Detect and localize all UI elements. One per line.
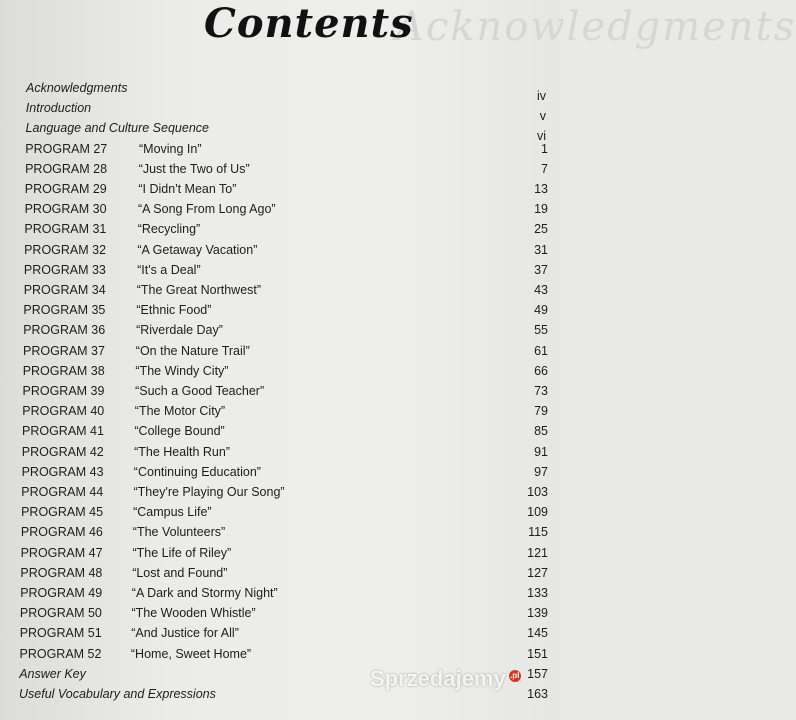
toc-entry-label: Language and Culture Sequence — [25, 121, 209, 136]
toc-entry-page: 97 — [534, 464, 548, 479]
watermark-text: Sprzedajemy — [370, 666, 506, 691]
toc-entry-page: 73 — [534, 384, 548, 398]
toc-entry-label: PROGRAM 46 — [20, 525, 103, 540]
toc-program-row — [0, 522, 559, 542]
toc-entry-title: “Moving In” — [139, 141, 202, 156]
toc-program-row — [0, 563, 559, 583]
toc-entry-label: PROGRAM 30 — [24, 202, 107, 217]
toc-entry-label: PROGRAM 39 — [22, 384, 105, 398]
toc-entry-title: “Ethnic Food” — [136, 303, 212, 318]
toc-entry-label: Answer Key — [19, 666, 86, 681]
toc-entry-title: “Riverdale Day” — [136, 323, 223, 338]
toc-entry-title: “Lost and Found” — [132, 565, 228, 580]
toc-entry-title: “The Great Northwest” — [136, 283, 262, 297]
toc-entry-page: vi — [536, 129, 546, 144]
toc-entry-title: “Home, Sweet Home” — [130, 646, 252, 661]
toc-entry-page: 127 — [527, 565, 548, 580]
toc-entry-title: “Campus Life” — [133, 505, 212, 520]
toc-entry-title: “Continuing Education” — [133, 464, 261, 479]
toc-entry-title: “College Bound” — [134, 424, 225, 439]
toc-entry-label: PROGRAM 52 — [19, 646, 102, 661]
toc-program-row — [0, 381, 559, 401]
toc-entry-page: 25 — [534, 222, 548, 237]
toc-entry-page: 85 — [534, 424, 548, 439]
toc-program-row — [0, 280, 559, 300]
toc-entry-page: 115 — [528, 525, 548, 540]
toc-entry-page: 109 — [527, 505, 548, 520]
toc-entry-label: PROGRAM 43 — [21, 464, 104, 479]
toc-entry-title: “I Didn't Mean To” — [138, 182, 237, 196]
bleed-through-heading: Acknowledgments — [395, 4, 796, 50]
toc-entry-title: “The Motor City” — [134, 404, 226, 419]
toc-row — [0, 118, 559, 144]
toc-entry-page: 66 — [534, 363, 548, 378]
toc-entry-page: 19 — [534, 202, 548, 217]
toc-program-row — [0, 421, 559, 441]
toc-program-row — [0, 644, 559, 664]
toc-entry-title: “They're Playing Our Song” — [133, 485, 285, 499]
toc-program-row — [0, 300, 559, 320]
toc-entry-label: PROGRAM 44 — [21, 485, 104, 499]
toc-entry-label: PROGRAM 38 — [22, 363, 105, 378]
toc-entry-label: PROGRAM 32 — [24, 242, 107, 257]
toc-entry-page: 157 — [527, 666, 548, 681]
toc-entry-label: Introduction — [25, 101, 92, 116]
toc-entry-page: 139 — [527, 606, 548, 621]
toc-entry-label: PROGRAM 42 — [21, 444, 104, 459]
toc-program-row — [0, 583, 559, 603]
toc-program-row — [0, 502, 559, 522]
toc-entry-label: PROGRAM 50 — [19, 606, 102, 621]
toc-row — [0, 78, 559, 103]
toc-entry-page: 145 — [527, 626, 548, 641]
toc-entry-page: 163 — [527, 687, 548, 701]
toc-program-row — [0, 139, 559, 159]
toc-entry-label: PROGRAM 34 — [23, 283, 106, 297]
toc-program-row — [0, 361, 559, 381]
toc-entry-title: “Such a Good Teacher” — [135, 384, 265, 398]
toc-entry-page: 49 — [534, 303, 548, 318]
toc-program-row — [0, 159, 559, 179]
toc-entry-label: Useful Vocabulary and Expressions — [19, 687, 216, 701]
toc-entry-title: “A Getaway Vacation” — [137, 242, 258, 257]
toc-entry-title: “The Volunteers” — [132, 525, 226, 540]
toc-entry-label: PROGRAM 31 — [24, 222, 107, 237]
watermark — [370, 666, 521, 692]
toc-entry-label: PROGRAM 33 — [23, 262, 106, 277]
toc-entry-label: PROGRAM 49 — [20, 586, 103, 600]
toc-entry-page: 79 — [534, 404, 548, 419]
toc-entry-title: “On the Nature Trail” — [135, 343, 250, 358]
toc-program-row — [0, 623, 559, 643]
toc-entry-page: 55 — [534, 323, 548, 338]
toc-program-row — [0, 462, 559, 482]
toc-entry-page: 121 — [527, 545, 548, 560]
toc-entry-page: 151 — [527, 646, 548, 661]
toc-entry-title: “The Health Run” — [134, 444, 230, 459]
toc-program-row — [0, 442, 559, 462]
toc-entry-title: “The Windy City” — [135, 363, 229, 378]
toc-entry-title: “It's a Deal” — [137, 262, 201, 277]
toc-entry-label: PROGRAM 27 — [25, 141, 108, 156]
toc-entry-label: PROGRAM 45 — [21, 505, 104, 520]
toc-program-row — [0, 219, 559, 239]
toc-entry-label: PROGRAM 36 — [23, 323, 106, 338]
toc-entry-title: “A Dark and Stormy Night” — [131, 586, 278, 600]
toc-entry-label: Acknowledgments — [26, 81, 128, 95]
toc-entry-label: PROGRAM 40 — [22, 404, 105, 419]
toc-program-row — [0, 240, 559, 260]
toc-program-row — [0, 482, 559, 502]
toc-row — [0, 98, 559, 124]
toc-entry-label: PROGRAM 29 — [24, 182, 107, 196]
toc-program-row — [0, 179, 559, 199]
toc-entry-page: 13 — [534, 182, 548, 196]
toc-program-row — [0, 260, 559, 280]
toc-entry-label: PROGRAM 51 — [19, 626, 102, 641]
toc-entry-label: PROGRAM 37 — [23, 343, 105, 358]
toc-entry-page: 133 — [527, 586, 548, 600]
watermark-badge: .pl — [510, 670, 520, 680]
toc-entry-page: 7 — [541, 161, 548, 176]
page-title: Contents — [204, 0, 414, 47]
toc-entry-page: 103 — [527, 485, 548, 499]
toc-entry-page: 1 — [541, 141, 548, 156]
toc-entry-label: PROGRAM 28 — [25, 161, 108, 176]
toc-entry-label: PROGRAM 48 — [20, 565, 103, 580]
toc-program-row — [0, 543, 559, 563]
toc-program-row — [0, 341, 559, 361]
toc-entry-title: “Recycling” — [137, 222, 201, 237]
toc-entry-title: “The Wooden Whistle” — [131, 606, 256, 621]
toc-program-row — [0, 603, 559, 623]
toc-entry-title: “The Life of Riley” — [132, 545, 232, 560]
toc-entry-page: 37 — [534, 262, 548, 277]
toc-entry-page: 31 — [534, 242, 548, 257]
toc-entry-page: 91 — [534, 444, 548, 459]
toc-entry-label: PROGRAM 35 — [23, 303, 106, 318]
toc-entry-page: v — [539, 109, 546, 124]
toc-entry-page: 43 — [534, 283, 548, 297]
toc-entry-title: “And Justice for All” — [131, 626, 239, 641]
toc-entry-label: PROGRAM 47 — [20, 545, 103, 560]
toc-entry-page: 61 — [534, 343, 548, 358]
toc-entry-title: “Just the Two of Us” — [138, 161, 250, 176]
toc-program-row — [0, 320, 559, 340]
toc-program-row — [0, 401, 559, 421]
toc-entry-title: “A Song From Long Ago” — [138, 202, 276, 217]
toc-entry-label: PROGRAM 41 — [22, 424, 104, 439]
toc-entry-page: iv — [536, 89, 546, 103]
toc-program-row — [0, 199, 559, 219]
